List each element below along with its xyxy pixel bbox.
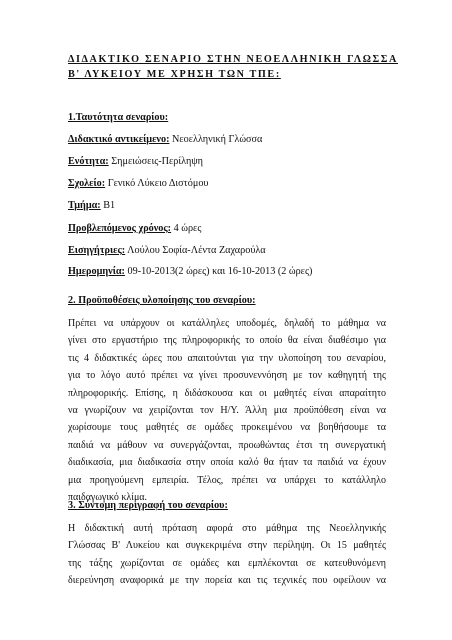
paragraph-line: γίνει στο εργαστήριο της πληροφορικής το οποίο θα είναι διαθέσιμο για xyxy=(68,335,386,347)
paragraph-line: χωρίσουμε τους μαθητές σε ομάδες προκειμένου να βοηθήσουμε τα xyxy=(68,422,386,434)
paragraph-line: της τάξης χωρίζονται σε ομάδες και εμπλέκονται σε κατευθυνόμενη xyxy=(68,557,386,569)
paragraph-line: παιδαγωγικό κλίμα. xyxy=(68,491,148,503)
field-value: 09-10-2013(2 ώρες) και 16-10-2013 (2 ώρες) xyxy=(124,266,313,277)
field-label: Εισηγήτριες: xyxy=(68,245,126,256)
document-title: ΔΙΔΑΚΤΙΚΟ ΣΕΝΑΡΙΟ ΣΤΗΝ ΝΕΟΕΛΛΗΝΙΚΗ ΓΛΩΣΣΑ Β' ΛΥΚΕΙΟΥ ΜΕ ΧΡΗΣΗ ΤΩΝ ΤΠΕ: xyxy=(68,54,398,80)
paragraph-line: Πρέπει να υπάρχουν οι κατάλληλες υποδομές, δηλαδή το μάθημα να xyxy=(68,318,386,329)
paragraph-line: Η διδακτική αυτή πρόταση αφορά στο μάθημα της Νεοελληνικής xyxy=(68,523,386,534)
field-duration xyxy=(68,223,201,234)
field-value: Λούλου Σοφία-Λέντα Ζαχαρούλα xyxy=(125,245,266,256)
paragraph-line: διερεύνηση αναφορικά με την πορεία και τις τεχνικές που οφείλουν να xyxy=(68,575,386,587)
field-authors xyxy=(68,245,266,256)
paragraph-line: διαδικασία, μια διαδικασία στην οποία καλό θα ήταν τα παιδιά να έχουν xyxy=(68,457,386,469)
paragraph-line: να γνωρίζουν να χειρίζονται τον Η/Υ. Άλλη μια προϋπόθεση είναι να xyxy=(68,404,386,416)
field-label: Σχολείο: xyxy=(68,178,106,189)
section-2-heading: 2. Προϋποθέσεις υλοποίησης του σεναρίου: xyxy=(68,295,256,306)
section-1-heading: 1.Ταυτότητα σεναρίου: xyxy=(68,112,169,123)
field-label: Τμήμα: xyxy=(68,200,101,211)
paragraph-line: μια προηγούμενη εμπειρία. Τέλος, πρέπει να υπάρχει το κατάλληλο xyxy=(68,474,386,486)
field-date xyxy=(68,266,312,277)
section-2-paragraph xyxy=(68,315,386,506)
paragraph-line: για το λόγο αυτό πρέπει να γίνει προσυνεννόηση με τον καθηγητή της xyxy=(68,370,386,382)
field-school xyxy=(68,178,208,189)
field-value: Νεοελληνική Γλώσσα xyxy=(169,134,263,145)
field-unit xyxy=(68,156,203,167)
field-class xyxy=(68,200,115,211)
field-label: Ενότητα: xyxy=(68,156,109,167)
paragraph-line: τις 4 διδακτικές ώρες που απαιτούνται για την υλοποίηση του σεναρίου, xyxy=(68,352,386,364)
paragraph-line: Γλώσσας Β' Λυκείου και συγκεκριμένα στην περίληψη. Οι 15 μαθητές xyxy=(68,540,386,552)
section-3-heading: 3. Σύντομη περιγραφή του σεναρίου: xyxy=(68,500,228,511)
section-3-paragraph xyxy=(68,520,386,590)
field-label: Διδακτικό αντικείμενο: xyxy=(68,134,170,145)
field-subject xyxy=(68,134,262,145)
paragraph-line: παιδιά να μάθουν να συνεργάζονται, προωθώντας έτσι τη συνεργατική xyxy=(68,439,386,451)
field-value: 4 ώρες xyxy=(171,223,202,234)
paragraph-line: πληροφορικής. Επίσης, η διδάσκουσα και οι μαθητές είναι απαραίτητο xyxy=(68,387,386,399)
field-value: Γενικό Λύκειο Διστόμου xyxy=(105,178,209,189)
field-value: Β1 xyxy=(100,200,116,211)
field-label: Ημερομηνία: xyxy=(68,266,125,277)
field-value: Σημειώσεις-Περίληψη xyxy=(108,156,203,167)
field-label: Προβλεπόμενος χρόνος: xyxy=(68,223,172,234)
